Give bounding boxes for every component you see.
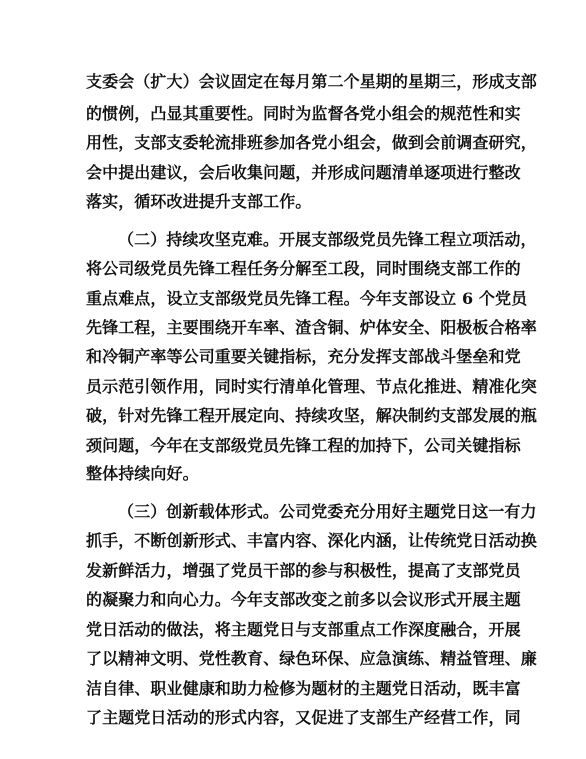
paragraph-2-line-5: 和冷铜产率等公司重要关键指标，充分发挥支部战斗堡垒和党 — [86, 347, 521, 366]
paragraph-3-line-7: 洁自律、职业健康和助力检修为题材的主题党日活动，既丰富 — [86, 679, 521, 698]
paragraph-2-line-1: （二）持续攻坚克难。开展支部级党员先锋工程立项活动， — [118, 230, 537, 249]
paragraph-3-line-3: 发新鲜活力，增强了党员干部的参与积极性，提高了支部党员 — [86, 561, 521, 580]
paragraph-2-line-3: 重点难点，设立支部级党员先锋工程。今年支部设立 6 个党员 — [86, 289, 528, 308]
paragraph-2-line-2: 将公司级党员先锋工程任务分解至工段，同时围绕支部工作的 — [86, 259, 521, 278]
paragraph-2-line-8: 颈问题，今年在支部级党员先锋工程的加持下，公司关键指标 — [86, 436, 521, 455]
paragraph-1-line-4: 会中提出建议，会后收集问题，并形成问题清单逐项进行整改 — [86, 163, 521, 182]
paragraph-2-line-4: 先锋工程，主要围绕开车率、渣含铜、炉体安全、阳极板合格率 — [86, 318, 537, 337]
paragraph-1-line-5: 落实，循环改进提升支部工作。 — [86, 192, 312, 211]
paragraph-1-line-1: 支委会（扩大）会议固定在每月第二个星期的星期三，形成支部 — [86, 72, 537, 91]
paragraph-3-line-8: 了主题党日活动的形式内容，又促进了支部生产经营工作，同 — [86, 708, 521, 727]
paragraph-3-line-5: 党日活动的做法，将主题党日与支部重点工作深度融合，开展 — [86, 620, 521, 639]
paragraph-3-line-6: 了以精神文明、党性教育、绿色环保、应急演练、精益管理、廉 — [86, 649, 537, 668]
paragraph-3-line-1: （三）创新载体形式。公司党委充分用好主题党日这一有力 — [118, 502, 537, 521]
paragraph-1-line-3: 用性，支部支委轮流排班参加各党小组会，做到会前调查研究， — [86, 133, 537, 152]
paragraph-3-line-2: 抓手，不断创新形式、丰富内容、深化内涵，让传统党日活动换 — [86, 531, 537, 550]
paragraph-2-line-7: 破，针对先锋工程开展定向、持续攻坚，解决制约支部发展的瓶 — [86, 406, 537, 425]
paragraph-1-line-2: 的惯例，凸显其重要性。同时为监督各党小组会的规范性和实 — [86, 104, 521, 123]
paragraph-2-line-9: 整体持续向好。 — [86, 464, 199, 483]
paragraph-3-line-4: 的凝聚力和向心力。今年支部改变之前多以会议形式开展主题 — [86, 590, 521, 609]
paragraph-2-line-6: 员示范引领作用，同时实行清单化管理、节点化推进、精准化突 — [86, 377, 537, 396]
